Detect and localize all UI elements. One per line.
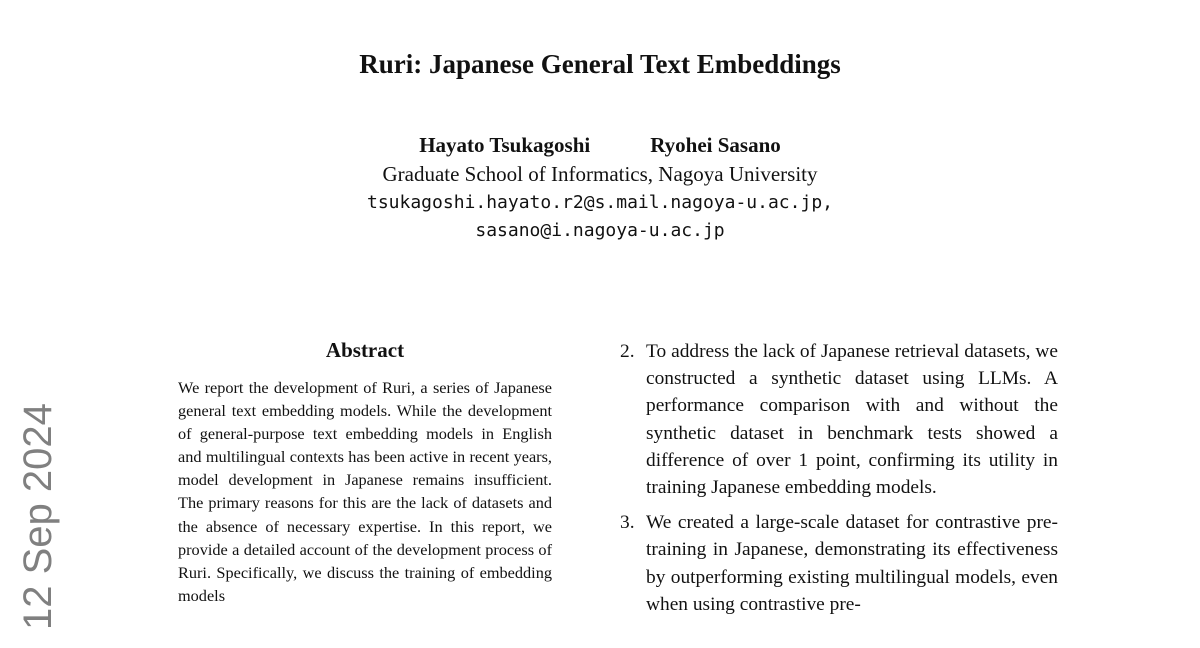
author-email: sasano@i.nagoya-u.ac.jp: [475, 220, 725, 241]
arxiv-date-stamp: 12 Sep 2024: [16, 403, 60, 630]
contribution-item: [620, 509, 1058, 618]
contribution-number: 3.: [620, 512, 635, 534]
author-name: Hayato Tsukagoshi: [419, 133, 591, 157]
author-list: [0, 131, 1200, 159]
abstract-heading: Abstract: [325, 338, 405, 362]
author-email: tsukagoshi.hayato.r2@s.mail.nagoya-u.ac.jp,: [367, 192, 833, 213]
contribution-number: 2.: [620, 341, 635, 362]
contribution-list: [620, 338, 1058, 626]
author-affiliation: Graduate School of Informatics, Nagoya University: [382, 162, 818, 186]
paper-title: Ruri: Japanese General Text Embeddings: [359, 49, 841, 79]
contribution-text: To address the lack of Japanese retrieval datasets, we constructed a synthetic dataset using LLMs. A performance comparison with and without the synthetic dataset in benchmark tests showed a difference of over 1 point, confirming its utility in training Japanese embedding models.: [646, 341, 1058, 499]
author-name: Ryohei Sasano: [650, 133, 781, 157]
contribution-text: We created a large-scale dataset for contrastive pre-training in Japanese, demonstrating its effectiveness by outperforming existing multilingual models, even when using contrastive pre-: [646, 512, 1058, 615]
contribution-item: [620, 338, 1058, 501]
abstract-text: We report the development of Ruri, a series of Japanese general text embedding models. While the development of general-purpose text embedding models in English and multilingual contexts has been active in recent years, model development in Japanese remains insufficient. The primary reasons for this are the lack of datasets and the absence of necessary expertise. In this report, we provide a detailed account of the development process of Ruri. Specifically, we discuss the training of embedding models: [178, 378, 552, 605]
